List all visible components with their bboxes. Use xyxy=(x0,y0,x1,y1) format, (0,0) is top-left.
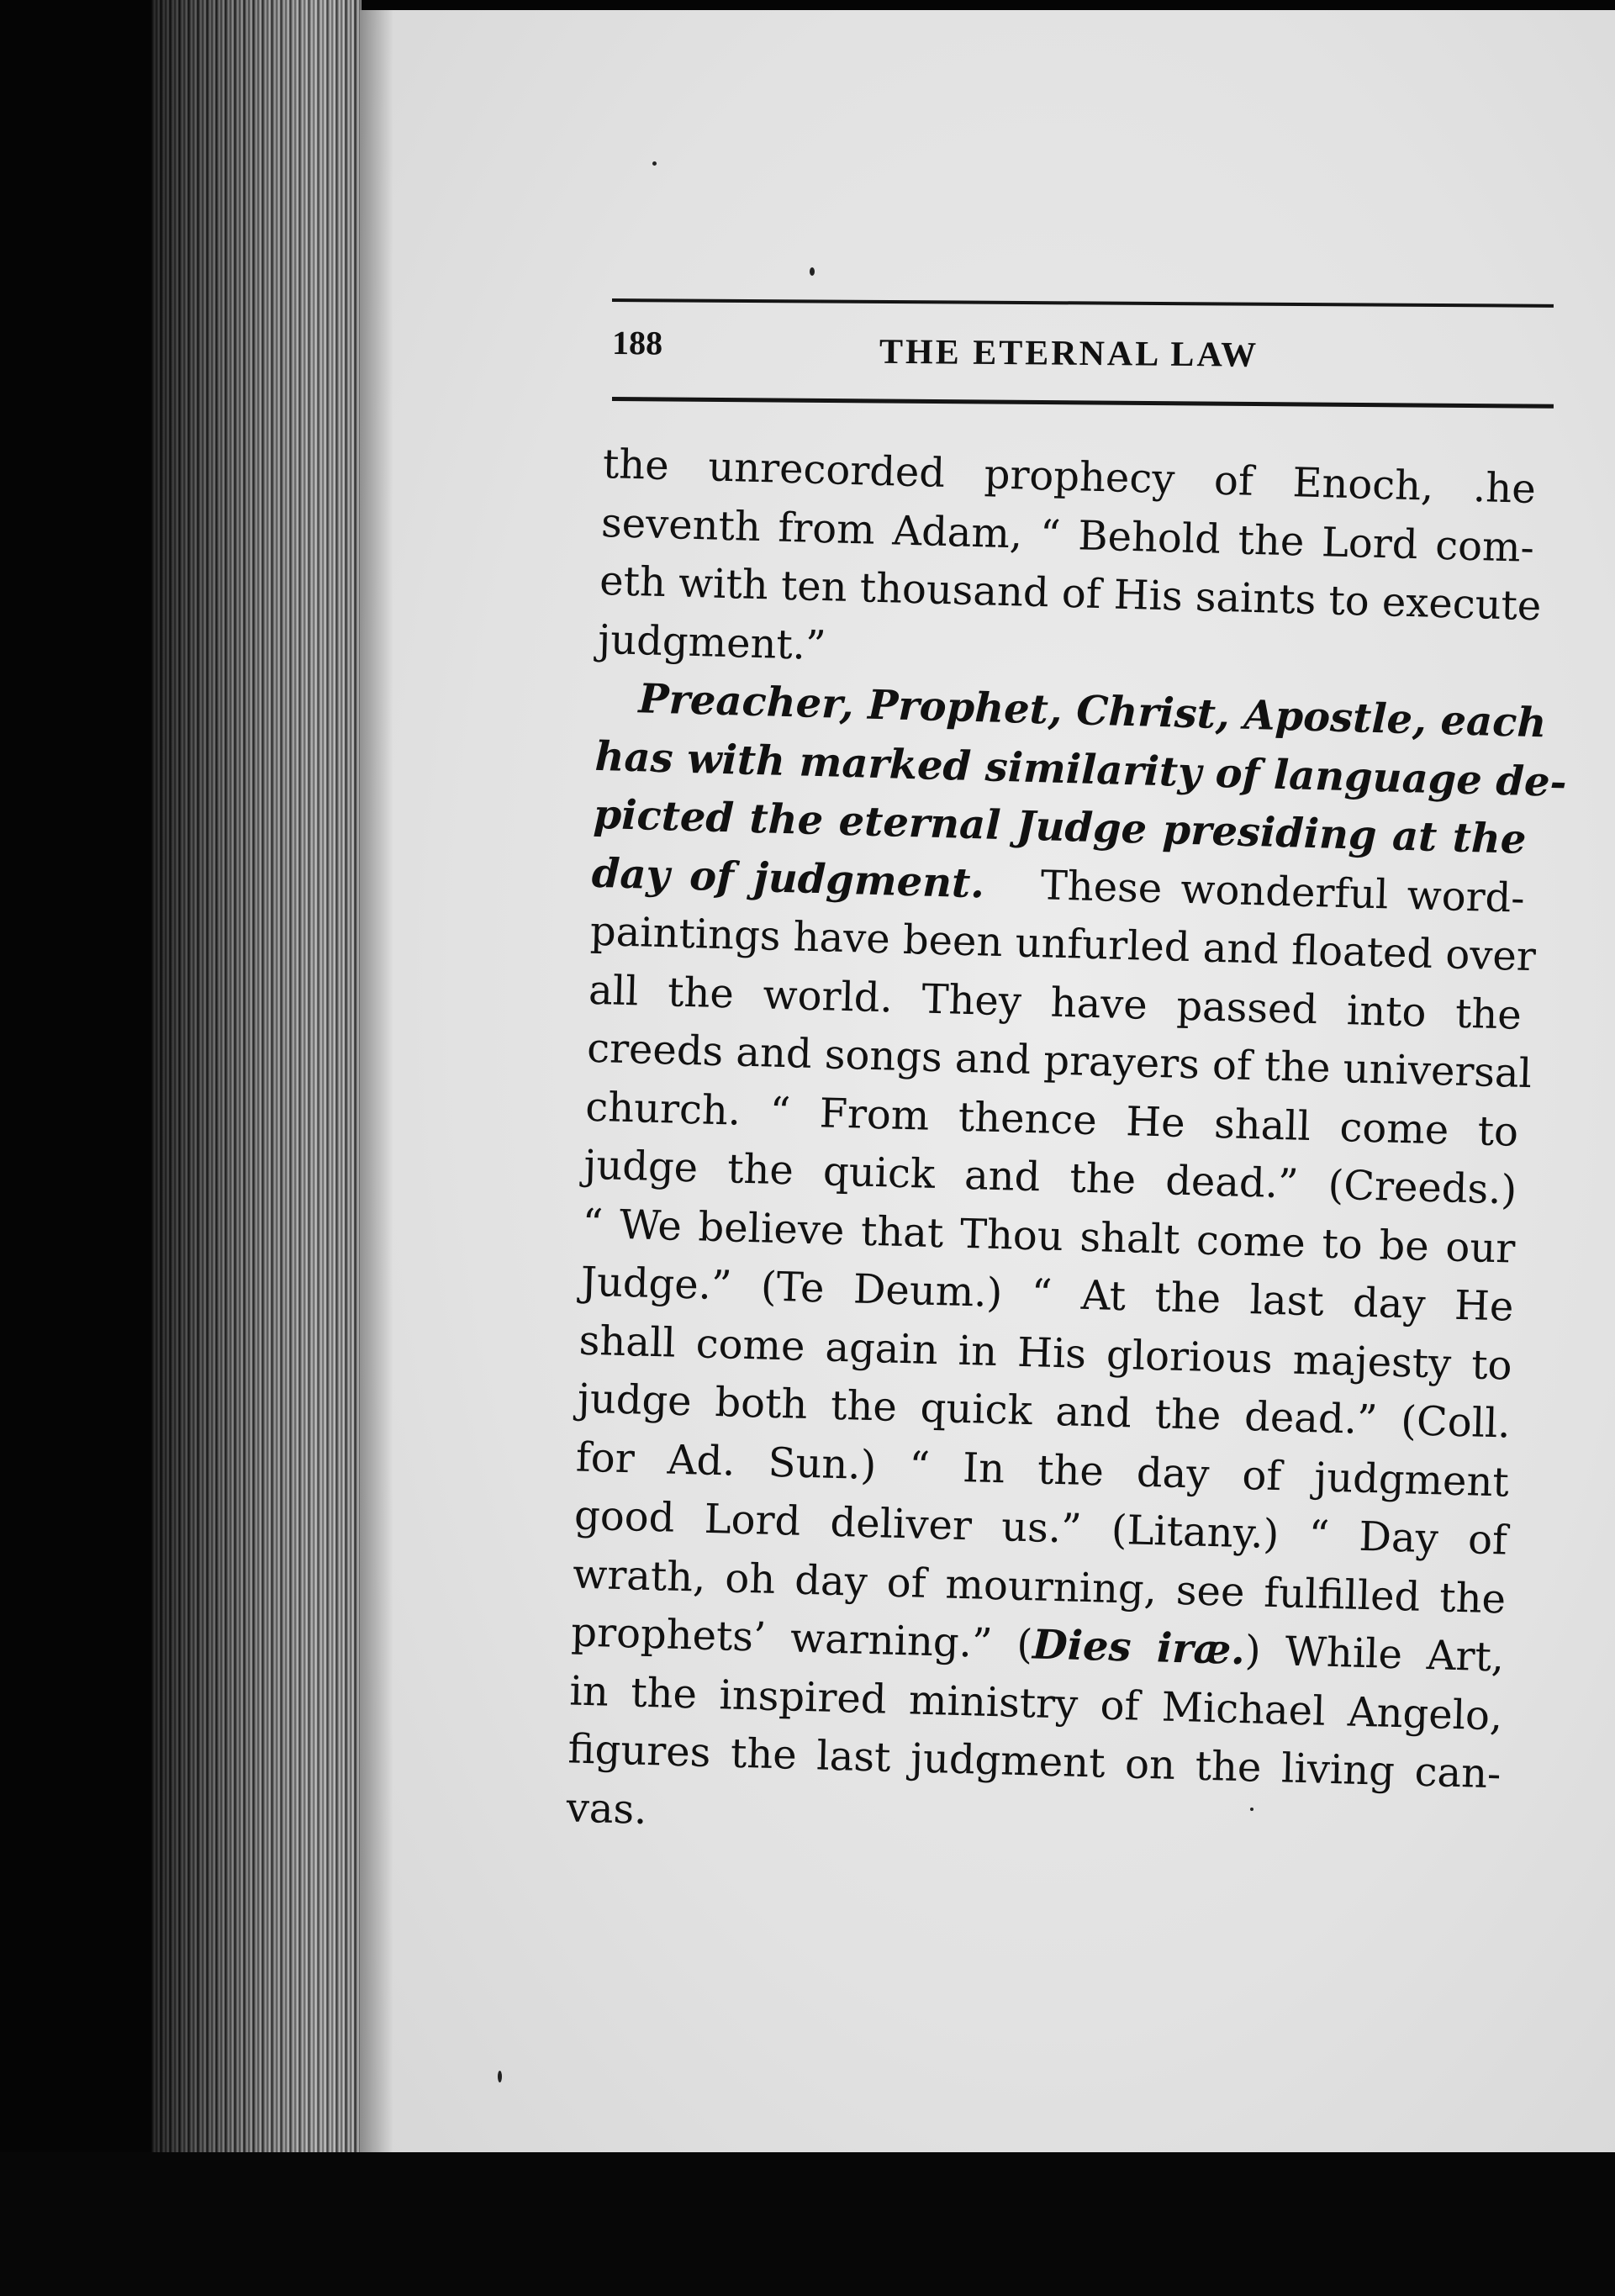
scan-speck xyxy=(810,267,815,276)
text-line: vas. xyxy=(566,1783,648,1834)
scan-speck xyxy=(498,2071,502,2082)
text-line: for Ad. Sun.) “ In the day of judgment xyxy=(575,1433,1510,1507)
text-line: good Lord deliver us.” (Litany.) “ Day of xyxy=(573,1491,1508,1565)
text-line: all the world. They have passed into the xyxy=(588,966,1523,1039)
scan-speck xyxy=(652,161,657,166)
page-header xyxy=(612,318,1554,393)
page-edges xyxy=(151,0,362,2186)
text-line: eth with ten thousand of His saints to execute xyxy=(599,557,1543,631)
text-line: figures the last judgment on the living can- xyxy=(567,1725,1502,1798)
text-line: “ We believe that Thou shalt come to be our xyxy=(581,1200,1516,1273)
scan-background-bottom xyxy=(0,2152,1615,2296)
roman-run: ) While Art, xyxy=(1244,1627,1505,1681)
gutter-shadow xyxy=(360,10,393,2196)
roman-run: prophets’ warning.” xyxy=(570,1608,994,1668)
italic-run: day of judgment. xyxy=(591,849,985,907)
italic-run: Dies iræ. xyxy=(1032,1621,1246,1675)
text-line: judge the quick and the dead.” (Creeds.) xyxy=(583,1141,1517,1214)
roman-run: These wonderful word- xyxy=(1040,861,1526,922)
text-line: judgment.” xyxy=(597,615,827,669)
text-line: Judge.” (Te Deum.) “ At the last day He xyxy=(580,1258,1515,1331)
body-text xyxy=(566,435,1568,1862)
text-line: wrath, oh day of mourning, see fulfilled the xyxy=(572,1550,1507,1623)
scan-speck xyxy=(1250,1808,1253,1811)
text-line: the unrecorded prophecy of Enoch, .he xyxy=(602,440,1537,514)
text-line: church. “ From thence He shall come to xyxy=(584,1083,1519,1156)
page-number: 188 xyxy=(611,324,663,362)
text-line: shall come again in His glorious majesty to xyxy=(578,1317,1513,1390)
text-line: creeds and songs and prayers of the universal xyxy=(586,1024,1533,1098)
roman-run: ( xyxy=(1016,1620,1033,1669)
text-line: paintings have been unfurled and floated over xyxy=(589,907,1537,981)
text-line: in the inspired ministry of Michael Angelo, xyxy=(568,1666,1503,1739)
text-line: judge both the quick and the dead.” (Coll. xyxy=(577,1375,1512,1448)
text-line-italic: Preacher, Prophet, Christ, Apostle, each xyxy=(637,675,1548,747)
text-line-italic: has with marked similarity of language de- xyxy=(594,732,1568,806)
text-line-italic: picted the eternal Judge presiding at the xyxy=(593,790,1528,863)
text-line: seventh from Adam, “ Behold the Lord com- xyxy=(600,499,1535,572)
running-title: THE ETERNAL LAW xyxy=(879,332,1259,375)
